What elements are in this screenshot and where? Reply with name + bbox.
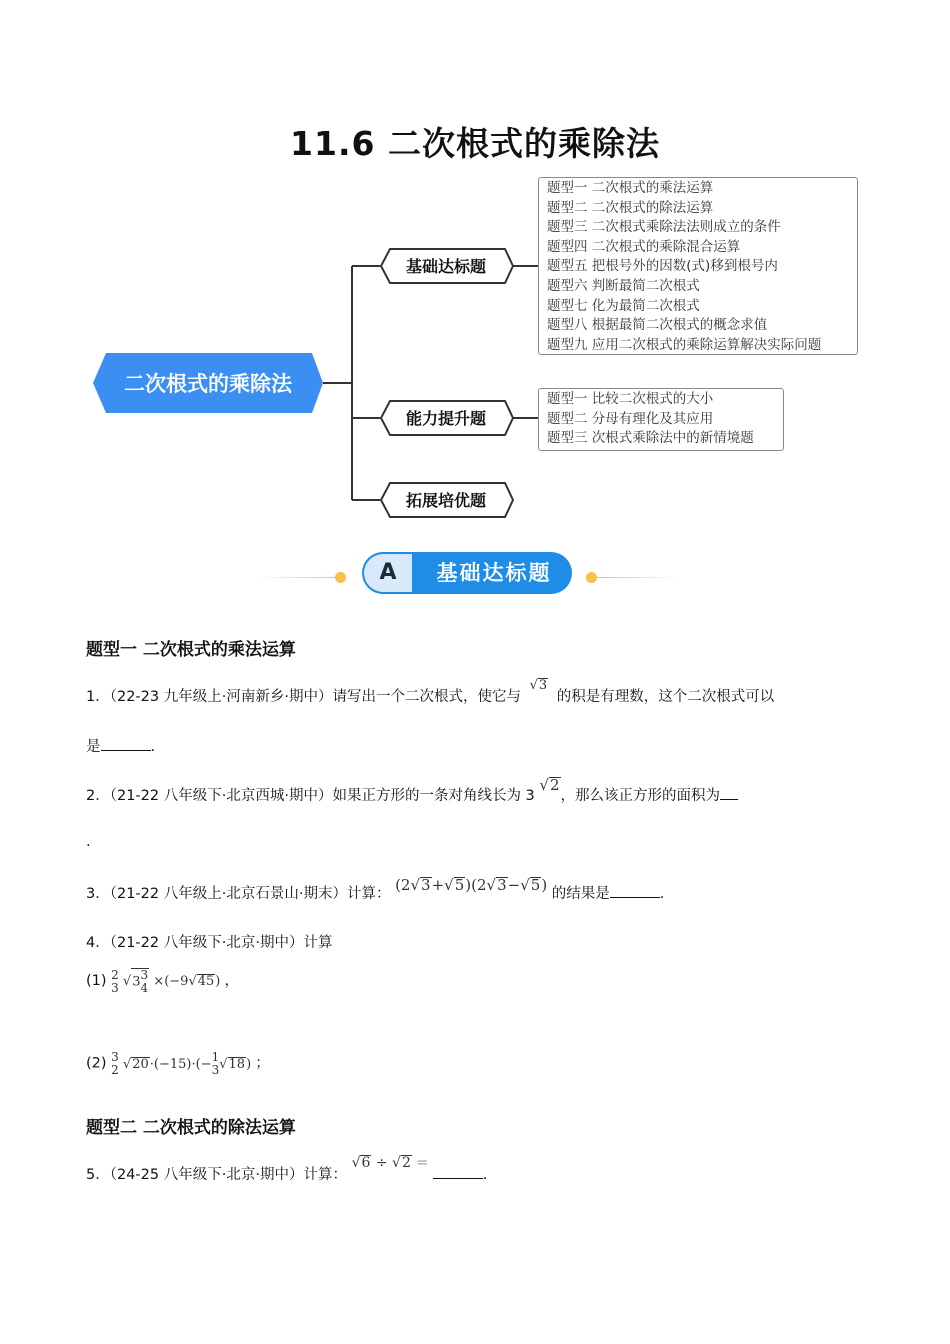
topic-item: 题型一 比较二次根式的大小 xyxy=(547,391,714,407)
topic-item: 题型三 二次根式乘除法法则成立的条件 xyxy=(547,219,781,236)
question-text: 计算： xyxy=(346,886,391,902)
answer-blank[interactable] xyxy=(610,883,660,898)
question-end: . xyxy=(86,834,91,850)
topic-item: 题型二 二次根式的除法运算 xyxy=(547,199,714,216)
question-4-part1 xyxy=(86,968,239,995)
question-number: 2． xyxy=(86,788,110,804)
math-expression-q3: (2√3+√5)(2√3−√5) xyxy=(395,876,548,894)
question-number: 1． xyxy=(86,689,110,705)
mind-map-connectors xyxy=(323,266,538,500)
page-title: 11.6 二次根式的乘除法 xyxy=(290,124,660,163)
question-source: （21-22 八年级上·北京石景山·期末） xyxy=(109,886,347,902)
root-label: 二次根式的乘除法 xyxy=(124,372,292,396)
topic-item: 题型五 把根号外的因数(式)移到根号内 xyxy=(547,258,778,275)
question-end: . xyxy=(150,739,156,755)
math-expression-q4-1: 2 3 √3 3 4 ×(−9√45) xyxy=(111,967,225,995)
question-2 xyxy=(86,776,738,805)
question-text: 如果正方形的一条对角线长为 3 xyxy=(332,788,535,804)
question-text: 请写出一个二次根式，使它与 xyxy=(332,689,521,705)
type-heading-2: 题型二 二次根式的除法运算 xyxy=(86,1118,296,1138)
question-source: （21-22 八年级下·北京·期中） xyxy=(109,935,304,951)
topic-item: 题型六 判断最简二次根式 xyxy=(547,277,700,294)
question-5 xyxy=(86,1155,488,1184)
answer-blank[interactable] xyxy=(101,736,151,751)
question-1 xyxy=(86,678,775,706)
question-end: . xyxy=(659,886,665,902)
section-banner xyxy=(362,552,572,594)
question-source: （24-25 八年级下·北京·期中） xyxy=(109,1167,304,1183)
question-text: 计算 xyxy=(303,935,333,951)
topic-list-advanced xyxy=(538,388,784,451)
math-expression-q4-2: 3 2 √20·(−15)·(− 1 3 √18) xyxy=(111,1050,256,1077)
radicand: 3 xyxy=(538,678,548,693)
topic-item: 题型八 根据最简二次根式的概念求值 xyxy=(547,317,768,334)
banner-line-left xyxy=(257,577,342,578)
type-heading-1: 题型一 二次根式的乘法运算 xyxy=(86,640,296,660)
topic-list-basic xyxy=(538,177,858,355)
topic-item: 题型九 应用二次根式的乘除运算解决实际问题 xyxy=(547,336,822,353)
branch-label-basic: 基础达标题 xyxy=(405,257,487,276)
answer-blank[interactable] xyxy=(433,1164,483,1179)
question-4-part2 xyxy=(86,1051,270,1077)
question-number: 5． xyxy=(86,1167,110,1183)
question-source: （21-22 八年级下·北京西城·期中） xyxy=(109,788,333,804)
banner-line-right xyxy=(597,577,682,578)
math-sqrt3: √3 xyxy=(529,678,548,693)
topic-item: 题型四 二次根式的乘除混合运算 xyxy=(547,238,741,255)
topic-item: 题型二 分母有理化及其应用 xyxy=(547,410,714,427)
math-sqrt2: √2 xyxy=(539,776,560,794)
question-text: 的结果是 xyxy=(551,886,610,902)
branch-label-advanced: 能力提升题 xyxy=(405,409,487,428)
answer-blank[interactable] xyxy=(720,785,738,800)
branch-label-extension: 拓展培优题 xyxy=(405,491,487,510)
question-1-line2 xyxy=(86,735,155,756)
math-expression-q5: √6 ÷ √2 = xyxy=(351,1155,429,1171)
banner-dot-left xyxy=(335,572,346,583)
question-3 xyxy=(86,876,665,903)
topic-item: 题型七 化为最简二次根式 xyxy=(547,297,700,314)
question-source: （22-23 九年级上·河南新乡·期中） xyxy=(109,689,333,705)
radicand: 2 xyxy=(549,776,560,794)
part-end: ； xyxy=(255,1055,270,1072)
question-2-line2 xyxy=(86,834,91,850)
part-end: ， xyxy=(224,973,239,989)
question-4 xyxy=(86,931,332,952)
topic-item: 题型一 二次根式的乘法运算 xyxy=(547,180,714,196)
topic-item: 题型三 次根式乘除法中的新情境题 xyxy=(547,430,754,447)
question-number: 3． xyxy=(86,886,110,902)
question-text: 计算： xyxy=(303,1167,347,1183)
question-text: 是 xyxy=(86,739,101,755)
question-end: . xyxy=(482,1167,488,1183)
banner-label: 基础达标题 xyxy=(436,561,552,585)
banner-letter: A xyxy=(364,554,412,592)
part-label: (2) xyxy=(86,1055,107,1072)
part-label: (1) xyxy=(86,973,107,989)
banner-dot-right xyxy=(586,572,597,583)
question-text: 的积是有理数，这个二次根式可以 xyxy=(556,689,775,705)
question-text: ，那么该正方形的面积为 xyxy=(560,788,721,804)
question-number: 4． xyxy=(86,935,110,951)
